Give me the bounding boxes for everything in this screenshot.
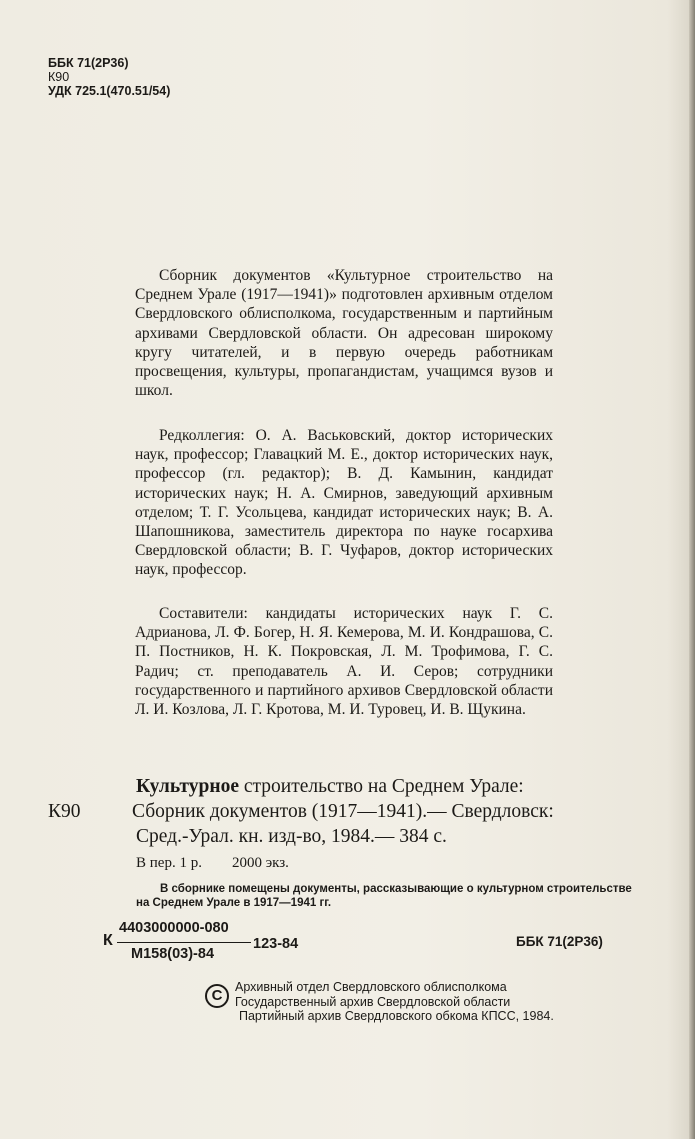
compilers-paragraph: Составители: кандидаты исторических наук Г. С. Адрианова, Л. Ф. Богер, Н. Я. Кемерова, М. И. Кондрашова, С. П. Постников, Н. К. Покровская, Л. М. Трофимова, Г. С. Радич; ст. преподаватель А. И. Серов; сотрудники государственного и партийного архивов Свердловской области Л. И. Козлова, Л. Г. Кротова, М. И. Туровец, И. В. Щукина. xyxy=(135,605,553,719)
binding-price: В пер. 1 р. xyxy=(136,855,202,871)
biblio-line-3: Сред.-Урал. кн. изд-во, 1984.— 384 с. xyxy=(136,826,447,847)
print-run: 2000 экз. xyxy=(231,855,289,871)
author-mark: К90 xyxy=(48,70,70,84)
bbk-code: ББК 71(2Р36) xyxy=(48,56,129,70)
copyright-line-2: Государственный архив Свердловской области xyxy=(235,994,511,1009)
annotation: В сборнике помещены документы, рассказывающие о культурном строительстве на Среднем Урале в 1917—1941 гг. xyxy=(136,883,632,909)
bibliographic-record xyxy=(48,774,636,849)
bbk-code-bottom: ББК 71(2Р36) xyxy=(516,934,603,949)
biblio-line-2 xyxy=(48,799,636,824)
publisher-index xyxy=(103,920,303,966)
index-denominator: М158(03)-84 xyxy=(131,946,215,962)
classification-codes xyxy=(48,56,170,98)
biblio-line-1 xyxy=(48,774,636,799)
page-edge-shadow xyxy=(689,0,695,1139)
fraction-bar xyxy=(117,942,251,943)
copyright-line-1: Архивный отдел Свердловского облисполкома xyxy=(235,980,507,994)
description-paragraph: Сборник документов «Культурное строительство на Среднем Урале (1917—1941)» подготовлен архивным отделом Свердловского облисполкома, государственным и партийным архивами Свердловской области. Он адресован широкому кругу читателей, и в первую очередь работникам просвещения, культуры, пропагандистам, учащимся вузов и школ. xyxy=(135,267,553,400)
copyright-block xyxy=(205,980,645,1040)
price-line xyxy=(136,855,289,872)
index-suffix: 123-84 xyxy=(253,936,299,952)
index-numerator: 4403000000-080 xyxy=(119,920,229,936)
copyright-lines xyxy=(235,980,554,1024)
copyright-line-3: Партийный архив Свердловского обкома КПСС, 1984. xyxy=(239,1009,554,1023)
copyright-icon: C xyxy=(205,984,229,1008)
biblio-title-rest: строительство на Среднем Урале: xyxy=(238,776,524,797)
biblio-line-2-text: Сборник документов (1917—1941).— Свердловск: xyxy=(132,801,554,822)
biblio-author-mark: К90 xyxy=(48,801,81,822)
biblio-title-bold: Культурное xyxy=(136,776,239,797)
index-letter: К xyxy=(103,932,113,949)
udk-code: УДК 725.1(470.51/54) xyxy=(48,84,171,98)
editorial-board-paragraph: Редколлегия: О. А. Васьковский, доктор исторических наук, профессор; Главацкий М. Е., доктор исторических наук, профессор (гл. редактор); В. Д. Камынин, кандидат исторических наук; Н. А. Смирнов, заведующий архивным отделом; Т. Г. Усольцева, кандидат исторических наук; В. А. Шапошникова, заместитель директора по науке госархива Свердловской области; В. Г. Чуфаров, доктор исторических наук, профессор. xyxy=(135,427,553,579)
